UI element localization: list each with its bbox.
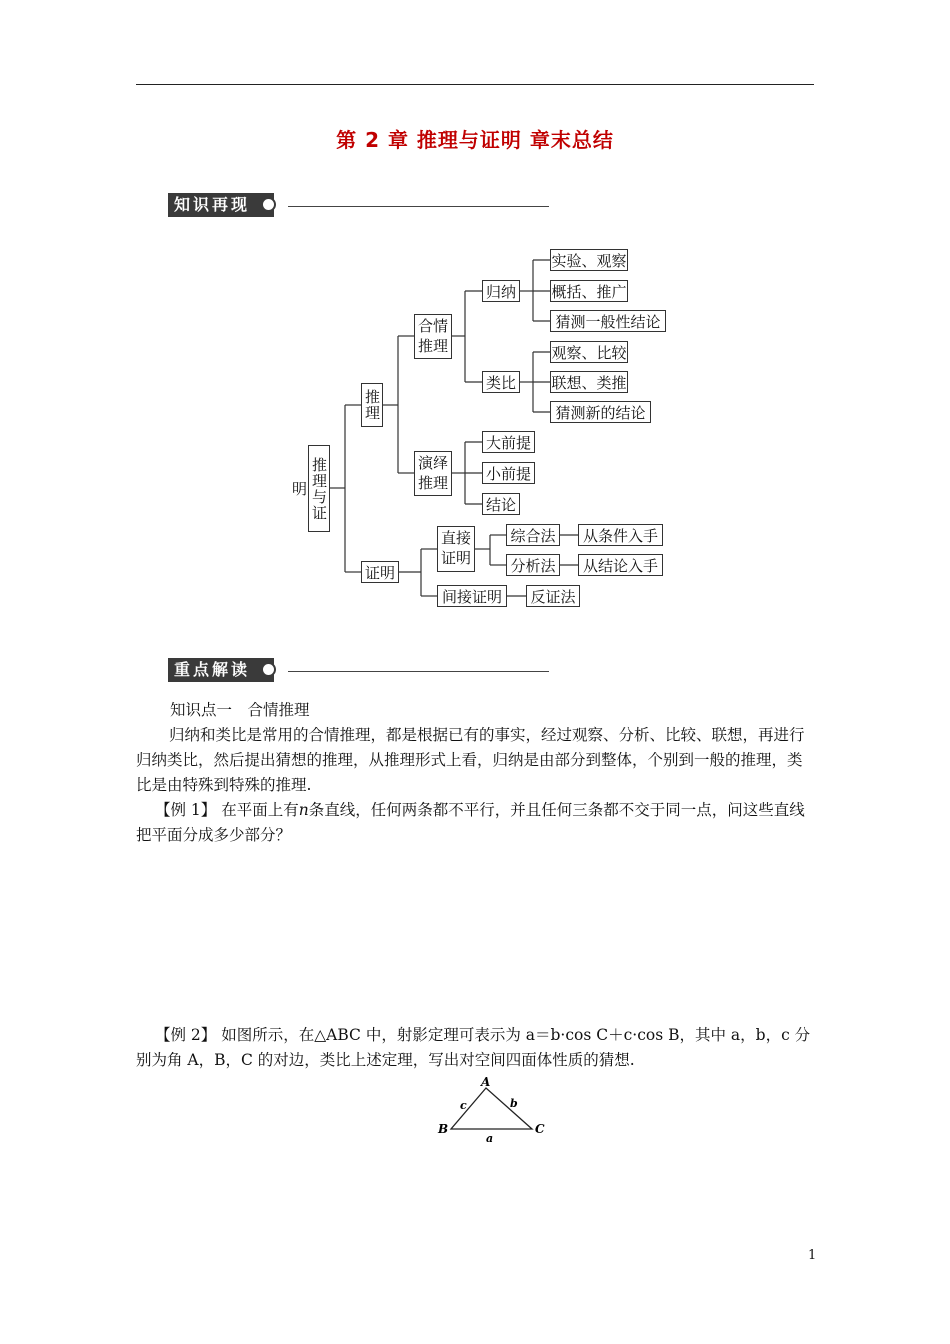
tree-node-synthetic: 综合法 [506,524,560,546]
tree-node-induction-item: 概括、推广 [550,280,628,302]
section-tag-review-label: 知识再现 [174,195,251,214]
example-1 [136,798,816,848]
example-1-text-b: 条直线，任何两条都不平行，并且任何三条都不交于同一点，问这些直线把平面分成多少部分？ [136,801,805,844]
section-tag-key-points [168,658,274,682]
tree-node-indirect: 间接证明 [437,585,507,607]
tree-node-deductive-item: 结论 [482,493,520,515]
page-title: 第 2 章 推理与证明 章末总结 [336,128,614,152]
example-1-label: 【例 1】 [155,801,217,819]
section-rule [288,671,549,672]
tree-node-contradiction: 反证法 [526,585,580,607]
paragraph-text: 归纳和类比是常用的合情推理，都是根据已有的事实，经过观察、分析、比较、联想，再进行归纳类比，然后提出猜想的推理，从推理形式上看，归纳是由部分到整体，个别到一般的推理，类比是由特殊到特殊的推理. [136,726,805,794]
tree-node-analytic-note: 从结论入手 [578,554,663,576]
vertex-c-label: C [535,1122,545,1136]
example-1-text-a: 在平面上有 [221,801,299,819]
vertex-b-label: B [438,1122,449,1136]
example-2-label: 【例 2】 [155,1026,217,1044]
tree-node-reasoning: 推理 [361,383,383,427]
example-1-text [136,798,816,848]
example-2-body: 如图所示，在△ABC 中，射影定理可表示为 a＝b·cos C＋c·cos B，其中 a，b，c 分别为角 A，B，C 的对边，类比上述定理，写出对空间四面体性质的猜想. [136,1026,811,1069]
page-number: 1 [808,1248,817,1263]
side-a-label: a [486,1132,494,1142]
section-tag-key-points-label: 重点解读 [174,660,251,679]
example-2 [136,1023,816,1073]
tree-node-deductive-item: 大前提 [482,431,535,453]
tree-node-proof: 证明 [361,561,399,583]
tree-node-plausible: 合情推理 [414,314,452,359]
tree-node-analogy-item: 联想、类推 [550,371,628,393]
tree-node-root: 推理与证明 [308,445,330,532]
example-2-text [136,1023,816,1073]
knowledge-point-heading: 知识点一 合情推理 [170,701,310,719]
tree-node-deductive-item: 小前提 [482,462,535,484]
body-paragraph [136,723,816,798]
vertex-a-label: A [481,1075,491,1089]
tree-node-induction-item: 实验、观察 [550,249,628,271]
bullet-circle-icon [261,662,276,677]
tree-node-direct: 直接证明 [437,526,475,572]
side-b-label: b [510,1097,518,1110]
tree-node-induction: 归纳 [482,280,520,302]
tree-node-induction-item: 猜测一般性结论 [550,310,666,332]
tree-node-analogy-item: 观察、比较 [550,341,628,363]
example-1-var: n [298,801,309,819]
tree-node-analogy-item: 猜测新的结论 [550,401,651,423]
triangle-figure [430,1072,550,1142]
side-c-label: c [460,1099,467,1112]
tree-node-synthetic-note: 从条件入手 [578,524,663,546]
tree-node-analogy: 类比 [482,371,520,393]
tree-node-analytic: 分析法 [506,554,560,576]
tree-node-deductive: 演绎推理 [414,451,452,496]
